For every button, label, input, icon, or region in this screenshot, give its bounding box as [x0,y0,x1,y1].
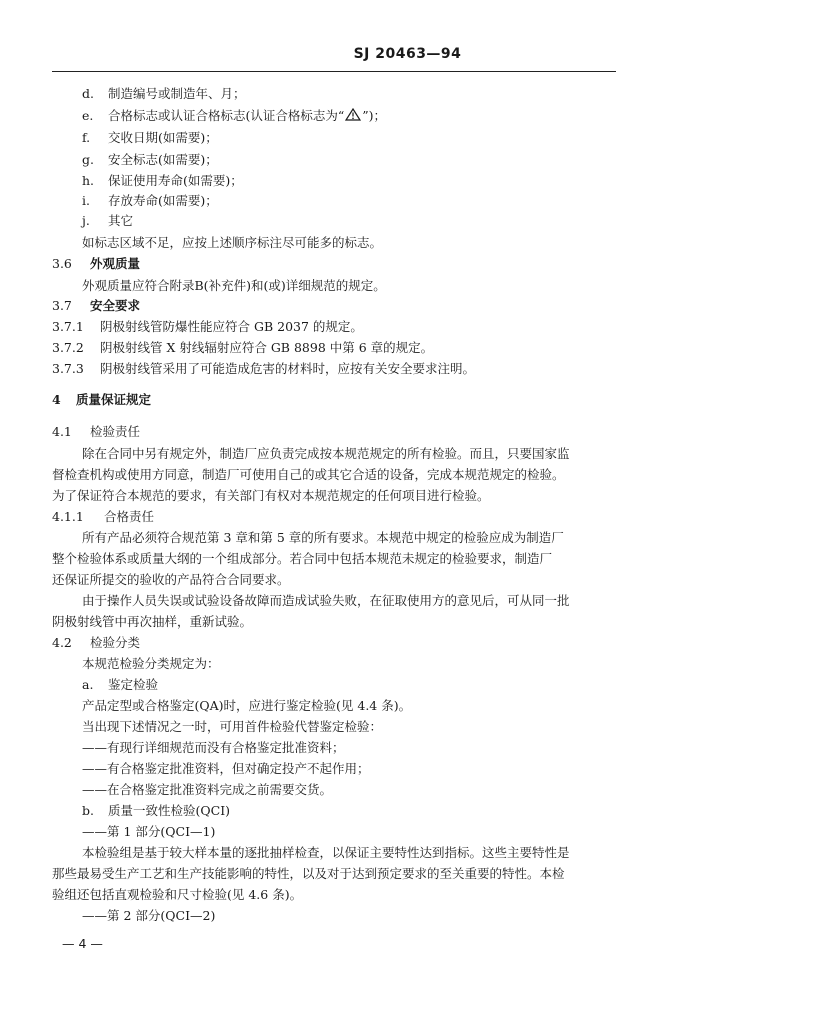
item-b-part-1: ——第 1 部分(QCI—1) [82,824,216,839]
item-b-letter: b. [82,803,94,818]
section-3-7-3-text: 阴极射线管采用了可能造成危害的材料时，应按有关安全要求注明。 [100,361,476,376]
mark-note: 如标志区域不足，应按上述顺序标注尽可能多的标志。 [82,235,383,250]
item-j-text: 其它 [108,213,134,228]
item-d-letter: d. [82,86,94,101]
section-4-1-number: 4.1 [52,424,72,439]
item-j-letter: j. [82,213,90,228]
section-4-2-number: 4.2 [52,635,72,650]
item-i-text: 存放寿命(如需要)； [108,193,218,208]
item-h-text: 保证使用寿命(如需要)； [108,173,243,188]
item-a-letter: a. [82,677,94,692]
section-3-7-2-number: 3.7.2 [52,340,84,355]
item-a-dash-2: ——有合格鉴定批准资料，但对确定投产不起作用； [82,761,370,776]
section-3-6-text: 外观质量应符合附录B(补充件)和(或)详细规范的规定。 [82,278,386,293]
section-3-6-title: 外观质量 [90,256,141,271]
section-4-1-1-number: 4.1.1 [52,509,84,524]
section-4-2-title: 检验分类 [90,635,141,650]
section-3-7-3-number: 3.7.3 [52,361,84,376]
item-a-line-2: 当出现下述情况之一时，可用首件检验代替鉴定检验： [82,719,383,734]
section-4-1-line-3: 为了保证符合本规范的要求，有关部门有权对本规范规定的任何项目进行检验。 [52,488,490,503]
section-4-1-1-line-3: 还保证所提交的验收的产品符合合同要求。 [52,572,290,587]
section-4-1-1-line-4: 由于操作人员失误或试验设备故障而造成试验失败，在征取使用方的意见后，可从同一批 [82,593,570,608]
item-e-text-after: ”)； [362,108,387,123]
standard-code-header: SJ 20463—94 [353,46,462,62]
item-e-letter: e. [82,108,94,123]
section-4-2-intro: 本规范检验分类规定为： [82,656,220,671]
section-3-7-title: 安全要求 [90,298,141,313]
item-f-text: 交收日期(如需要)； [108,130,218,145]
item-a-title: 鉴定检验 [108,677,159,692]
header-rule [52,71,616,72]
item-b-title: 质量一致性检验(QCI) [108,803,231,818]
item-h-letter: h. [82,173,95,188]
section-3-6-number: 3.6 [52,256,72,271]
section-4-1-1-line-2: 整个检验体系或质量大纲的一个组成部分。若合同中包括本规范未规定的检验要求，制造厂 [52,551,553,566]
page-number: — 4 — [62,936,103,951]
item-f-letter: f. [82,130,91,145]
item-b-line-2: 那些最易受生产工艺和生产技能影响的特性，以及对于达到预定要求的至关重要的特性。本检 [52,866,565,881]
item-i-letter: i. [82,193,90,208]
section-3-7-1-number: 3.7.1 [52,319,84,334]
section-4-1-1-line-5: 阴极射线管中再次抽样，重新试验。 [52,614,253,629]
chapter-4-title: 质量保证规定 [76,392,152,407]
item-b-part-2: ——第 2 部分(QCI—2) [82,908,216,923]
item-g-text: 安全标志(如需要)； [108,152,218,167]
item-a-dash-3: ——在合格鉴定批准资料完成之前需要交货。 [82,782,333,797]
item-b-line-3: 验组还包括直观检验和尺寸检验(见 4.6 条)。 [52,887,303,902]
section-3-7-1-text: 阴极射线管防爆性能应符合 GB 2037 的规定。 [100,319,363,334]
certification-triangle-icon [345,108,361,121]
section-4-1-line-2: 督检查机构或使用方同意，制造厂可使用自己的或其它合适的设备，完成本规范规定的检验。 [52,467,565,482]
item-b-line-1: 本检验组是基于较大样本量的逐批抽样检查，以保证主要特性达到指标。这些主要特性是 [82,845,570,860]
section-4-1-title: 检验责任 [90,424,141,439]
item-a-line-1: 产品定型或合格鉴定(QA)时，应进行鉴定检验(见 4.4 条)。 [82,698,412,713]
section-3-7-2-text: 阴极射线管 X 射线辐射应符合 GB 8898 中第 6 章的规定。 [100,340,434,355]
section-4-1-1-line-1: 所有产品必须符合规范第 3 章和第 5 章的所有要求。本规范中规定的检验应成为制造厂 [82,530,564,545]
chapter-4-number: 4 [52,392,61,407]
section-4-1-1-title: 合格责任 [104,509,155,524]
item-e-text-before: 合格标志或认证合格标志(认证合格标志为“ [108,108,345,123]
section-3-7-number: 3.7 [52,298,72,313]
item-d-text: 制造编号或制造年、月； [108,86,246,101]
item-e-text [108,108,386,124]
item-g-letter: g. [82,152,94,167]
section-4-1-line-1: 除在合同中另有规定外，制造厂应负责完成按本规范规定的所有检验。而且，只要国家监 [82,446,570,461]
item-a-dash-1: ——有现行详细规范而没有合格鉴定批准资料； [82,740,345,755]
